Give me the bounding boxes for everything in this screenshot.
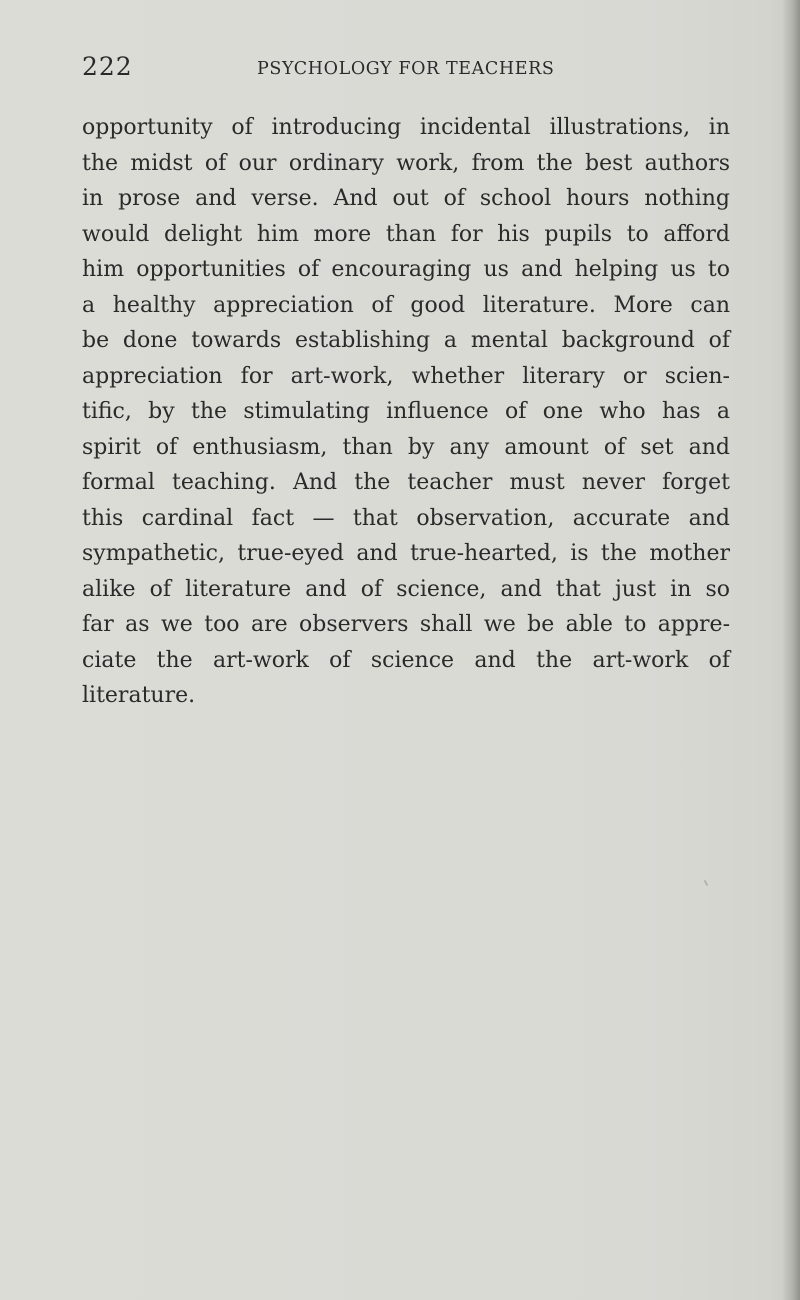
text-line: literature.: [82, 683, 196, 708]
text-line: him opportunities of encouraging us and helping us to: [82, 257, 730, 282]
text-line: spirit of enthusiasm, than by any amount of set and: [82, 434, 730, 460]
text-line: this cardinal fact — that observation, accurate and: [82, 505, 730, 531]
text-line: formal teaching. And the teacher must never forget: [82, 470, 730, 495]
text-line: far as we too are observers shall we be able to appre-: [82, 612, 730, 637]
text-line: alike of literature and of science, and that just in so: [82, 576, 730, 602]
text-line: sympathetic, true-eyed and true-hearted, is the mother: [82, 541, 730, 566]
text-line: opportunity of introducing incidental illustrations, in: [82, 115, 730, 140]
page-edge-shadow: [782, 0, 800, 1300]
text-line: tific, by the stimulating influence of one who has a: [82, 399, 730, 424]
running-head: PSYCHOLOGY FOR TEACHERS: [257, 59, 555, 79]
page-number: 222: [82, 52, 133, 81]
text-line: would delight him more than for his pupils to afford: [82, 221, 730, 247]
text-line: the midst of our ordinary work, from the best authors: [82, 150, 730, 176]
text-line: be done towards establishing a mental background of: [82, 328, 730, 353]
paper-speck: [704, 880, 709, 886]
body-paragraph: [82, 110, 730, 714]
text-line: a healthy appreciation of good literature. More can: [82, 292, 730, 318]
text-line: appreciation for art-work, whether literary or scien-: [82, 363, 730, 389]
text-line: ciate the art-work of science and the art-work of: [82, 647, 730, 673]
page-header: [82, 50, 722, 84]
text-line: in prose and verse. And out of school hours nothing: [82, 186, 730, 211]
